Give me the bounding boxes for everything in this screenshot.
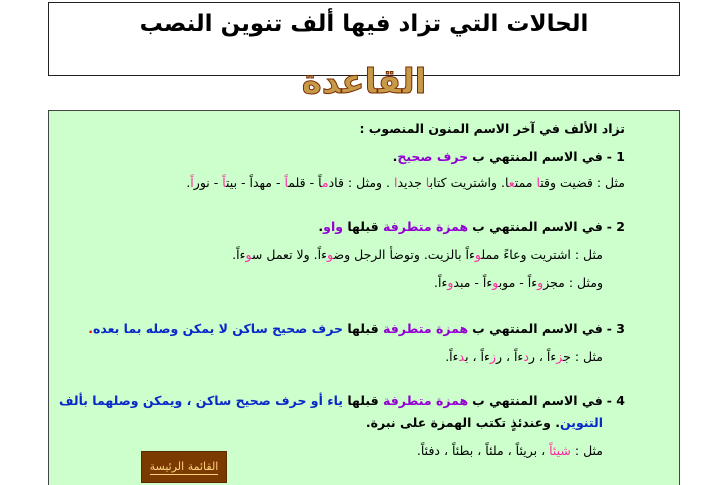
ex-highlight: و [327, 247, 334, 262]
case3-text: في الاسم المنتهي ب [472, 321, 603, 336]
case4-text: في الاسم المنتهي ب [472, 393, 603, 408]
case3-key2: حرف صحيح ساكن لا يمكن وصله بما بعده [92, 321, 343, 336]
case1-end: . [392, 149, 398, 164]
ex-highlight: ز [489, 349, 496, 364]
content-panel [48, 110, 680, 485]
case3-heading [88, 321, 625, 336]
ex-highlight: د [458, 349, 466, 364]
ex-highlight: و [537, 275, 544, 290]
case1-example [186, 175, 625, 190]
ex-part: جديد [397, 175, 426, 190]
ex-part: - مهداً - بيت [226, 175, 285, 190]
ex-highlight: م [321, 175, 329, 190]
ex-part: مثل : قضيت وقت [540, 175, 625, 190]
ex-highlight: د [523, 349, 529, 364]
case3-example [445, 349, 603, 364]
ex-highlight: ا [394, 175, 398, 190]
case2-example-1 [232, 247, 603, 262]
ex-highlight: و [245, 247, 252, 262]
case4-heading-line2 [366, 415, 603, 430]
ex-highlight: و [474, 247, 482, 262]
ex-part: ءاً ، ر [528, 349, 557, 364]
ex-part: ءاً ، ب [465, 349, 490, 364]
ex-highlight: ع [508, 175, 515, 190]
ex-part: ءاً ، ر [495, 349, 524, 364]
case3-key: همزة متطرفة [383, 321, 469, 336]
case2-end: . [318, 219, 324, 234]
case2-example-2 [434, 275, 603, 290]
page-title: الحالات التي تزاد فيها ألف تنوين النصب [139, 11, 589, 37]
ex-part: ءاً. ولا تعمل س [251, 247, 328, 262]
rule-heading: القاعدة [301, 62, 427, 102]
ex-part: ءاً. [232, 247, 246, 262]
ex-part: ا. واشتريت كتاب [429, 175, 509, 190]
case3-mid: قبلها [343, 321, 384, 336]
ex-part: مثل : ج [563, 349, 603, 364]
ex-highlight: ا [425, 175, 430, 190]
case2-text: في الاسم المنتهي ب [472, 219, 603, 234]
main-menu-button-label: القائمة الرئيسة [149, 459, 219, 473]
ex-highlight: اً [222, 175, 227, 190]
case2-number: 2 - [606, 219, 625, 234]
ex-part: . [186, 175, 191, 190]
ex-highlight: ز [556, 349, 564, 364]
ex-highlight: و [492, 275, 499, 290]
ex-part: - نور [193, 175, 223, 190]
ex-highlight: شيئاً [549, 443, 571, 458]
case4-heading [59, 393, 625, 408]
ex-part: ومثل : مجز [543, 275, 603, 290]
intro-text: تزاد الألف في آخر الاسم المنون المنصوب : [359, 121, 625, 136]
ex-highlight: ا [536, 175, 541, 190]
case2-mid: قبلها [343, 219, 384, 234]
case1-key: حرف صحيح [397, 149, 469, 164]
case1-heading [393, 149, 625, 164]
case4-key2: ياء أو حرف صحيح ساكن ، ويمكن وصلهما بألف [58, 393, 343, 408]
case3-number: 3 - [606, 321, 625, 336]
case2-key: همزة متطرفة [383, 219, 469, 234]
case4-mid: قبلها [343, 393, 384, 408]
case4-example [417, 443, 603, 458]
ex-part: ءاً بالزيت. وتوضأ الرجل وض [333, 247, 475, 262]
ex-part: ءاً. [434, 275, 448, 290]
ex-part: ءاً. [445, 349, 459, 364]
ex-highlight: اً [190, 175, 194, 190]
case1-text: في الاسم المنتهي ب [472, 149, 603, 164]
case1-number: 1 - [606, 149, 625, 164]
ex-part: ، بريئاً ، ملئاً ، بطئاً ، دفئاً. [416, 443, 550, 458]
ex-part: . ومثل : قاد [328, 175, 394, 190]
case4-key: همزة متطرفة [383, 393, 469, 408]
ex-part: مثل : اشتريت وعاءً ممل [481, 247, 603, 262]
ex-part: ءاً - مبد [453, 275, 493, 290]
ex-part: اً - قلم [288, 175, 322, 190]
ex-highlight: و [447, 275, 454, 290]
case4-line2-key: التنوين [560, 415, 603, 430]
case3-end: . [88, 321, 93, 336]
case4-line2-rest: . وعندئذٍ تكتب الهمزة على نبرة. [365, 415, 561, 430]
main-menu-button[interactable] [141, 451, 227, 483]
ex-part: مثل : [570, 443, 603, 458]
ex-highlight: اً [284, 175, 289, 190]
case4-number: 4 - [606, 393, 625, 408]
case2-heading [318, 219, 625, 234]
ex-part: ممت [514, 175, 537, 190]
ex-part: ءاً - موب [498, 275, 538, 290]
case2-key2: واو [323, 219, 343, 234]
